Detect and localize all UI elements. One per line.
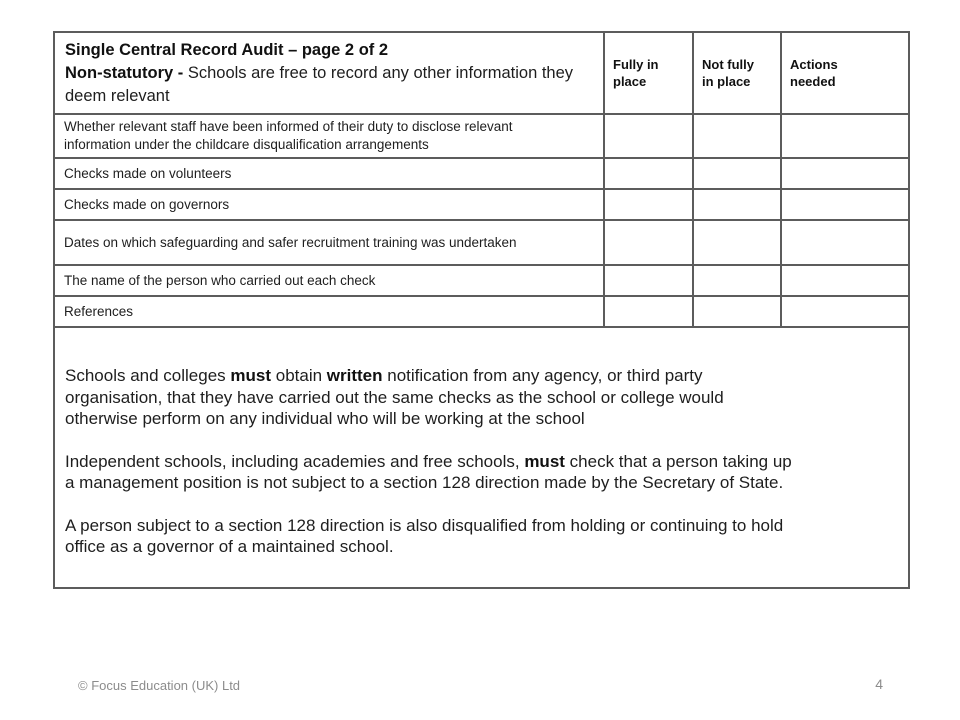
note-text: notification from any agency, or third party organisation, that they have carried out the same checks as the school or college would otherwise perform on any individual who will be working at the school xyxy=(65,366,724,429)
fully-in-place-cell xyxy=(604,189,693,220)
column-header-not-fully-in-place xyxy=(693,32,781,114)
note-text: Independent schools, including academies and free schools, xyxy=(65,451,525,471)
row-label: Checks made on volunteers xyxy=(54,158,604,189)
column-header-label: Actions needed xyxy=(790,57,838,89)
row-label: References xyxy=(54,296,604,327)
note-bold: must xyxy=(524,451,565,471)
not-fully-in-place-cell xyxy=(693,114,781,158)
actions-needed-cell xyxy=(781,158,909,189)
not-fully-in-place-cell xyxy=(693,220,781,265)
table-subtitle-bold: Non-statutory - xyxy=(65,64,184,82)
fully-in-place-cell xyxy=(604,114,693,158)
row-label: Whether relevant staff have been informed of their duty to disclose relevant information under the childcare disqualification arrangements xyxy=(54,114,604,158)
not-fully-in-place-cell xyxy=(693,189,781,220)
table-subtitle-text: Schools are free to record any other information they deem relevant xyxy=(65,64,574,105)
notes-cell xyxy=(54,327,909,588)
column-header-fully-in-place xyxy=(604,32,693,114)
note-text: obtain xyxy=(271,366,327,386)
table-title-cell xyxy=(54,32,604,114)
actions-needed-cell xyxy=(781,296,909,327)
table-row xyxy=(54,265,909,296)
fully-in-place-cell xyxy=(604,158,693,189)
not-fully-in-place-cell xyxy=(693,296,781,327)
note-text: Schools and colleges xyxy=(65,366,231,386)
fully-in-place-cell xyxy=(604,296,693,327)
fully-in-place-cell xyxy=(604,220,693,265)
fully-in-place-cell xyxy=(604,265,693,296)
row-label: The name of the person who carried out each check xyxy=(54,265,604,296)
actions-needed-cell xyxy=(781,189,909,220)
table-row xyxy=(54,114,909,158)
column-header-label: Fully in place xyxy=(613,57,659,89)
note-bold: written xyxy=(326,366,383,386)
actions-needed-cell xyxy=(781,114,909,158)
actions-needed-cell xyxy=(781,220,909,265)
note-paragraph-3: A person subject to a section 128 direction is also disqualified from holding or continuing to hold office as a governor of a maintained school. xyxy=(65,515,784,557)
table-title: Single Central Record Audit – page 2 of 2 xyxy=(65,41,389,59)
note-bold: must xyxy=(230,366,272,386)
footer-page-number: 4 xyxy=(875,676,883,692)
footer-copyright: © Focus Education (UK) Ltd xyxy=(78,678,241,693)
table-notes-row xyxy=(54,327,909,588)
table-row xyxy=(54,158,909,189)
not-fully-in-place-cell xyxy=(693,158,781,189)
row-label: Dates on which safeguarding and safer recruitment training was undertaken xyxy=(54,220,604,265)
table-row xyxy=(54,296,909,327)
not-fully-in-place-cell xyxy=(693,265,781,296)
column-header-label: Not fully in place xyxy=(702,57,754,89)
column-header-actions-needed xyxy=(781,32,909,114)
table-row xyxy=(54,189,909,220)
actions-needed-cell xyxy=(781,265,909,296)
note-paragraph-2 xyxy=(65,451,800,494)
table-row xyxy=(54,220,909,265)
table-subtitle xyxy=(65,62,593,108)
audit-table xyxy=(53,31,910,589)
table-header-row xyxy=(54,32,909,114)
row-label: Checks made on governors xyxy=(54,189,604,220)
note-paragraph-1 xyxy=(65,365,800,430)
note-text: check that a person taking up a management position is not subject to a section 128 direction made by the Secretary of State. xyxy=(65,451,792,493)
